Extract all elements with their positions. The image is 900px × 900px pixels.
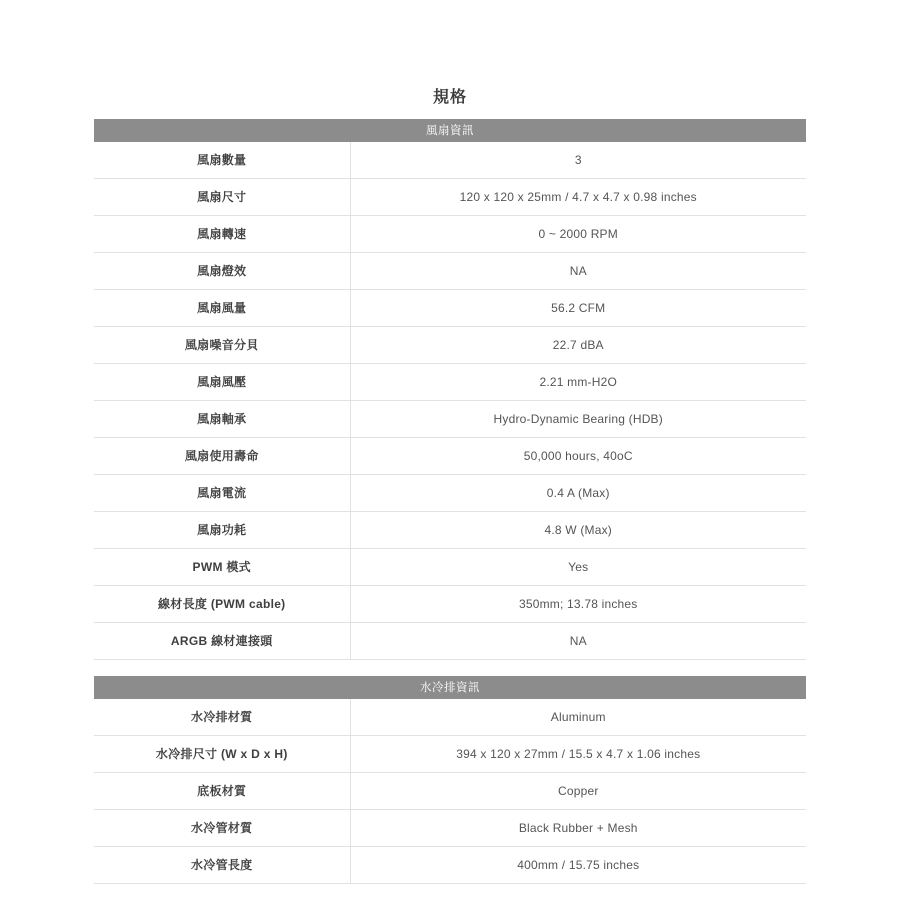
spec-value: NA	[350, 623, 806, 660]
spec-label: 風扇噪音分貝	[94, 327, 350, 364]
spec-label: 風扇燈效	[94, 253, 350, 290]
spec-value: Black Rubber + Mesh	[350, 810, 806, 847]
spec-label: 風扇軸承	[94, 401, 350, 438]
spec-label: 水冷排尺寸 (W x D x H)	[94, 736, 350, 773]
spec-label: 線材長度 (PWM cable)	[94, 586, 350, 623]
spec-value: 394 x 120 x 27mm / 15.5 x 4.7 x 1.06 inches	[350, 736, 806, 773]
page-title: 規格	[432, 89, 467, 106]
spec-label: 風扇尺寸	[94, 179, 350, 216]
spec-label: 底板材質	[94, 773, 350, 810]
spec-label: 風扇使用壽命	[94, 438, 350, 475]
spec-label: 風扇數量	[94, 142, 350, 179]
section-header-label: 風扇資訊	[94, 119, 806, 142]
spec-value: Copper	[350, 773, 806, 810]
spec-table-body	[94, 119, 806, 884]
table-row	[94, 216, 806, 253]
spec-label: 風扇風壓	[94, 364, 350, 401]
table-row	[94, 290, 806, 327]
spec-value: 400mm / 15.75 inches	[350, 847, 806, 884]
table-row	[94, 773, 806, 810]
table-row	[94, 253, 806, 290]
table-row	[94, 401, 806, 438]
spec-label: 水冷管材質	[94, 810, 350, 847]
spec-label: 水冷排材質	[94, 699, 350, 736]
section-gap-cell	[94, 660, 806, 677]
table-row	[94, 512, 806, 549]
section-gap	[94, 660, 806, 677]
spec-label: 風扇功耗	[94, 512, 350, 549]
spec-value: 0.4 A (Max)	[350, 475, 806, 512]
table-row	[94, 179, 806, 216]
section-header-label: 水冷排資訊	[94, 676, 806, 699]
spec-label: 風扇風量	[94, 290, 350, 327]
table-row	[94, 847, 806, 884]
spec-value: Aluminum	[350, 699, 806, 736]
specification-table	[94, 119, 806, 884]
table-row	[94, 364, 806, 401]
spec-value: 56.2 CFM	[350, 290, 806, 327]
table-row	[94, 736, 806, 773]
section-header-row	[94, 676, 806, 699]
spec-value: 120 x 120 x 25mm / 4.7 x 4.7 x 0.98 inches	[350, 179, 806, 216]
spec-value: Yes	[350, 549, 806, 586]
table-row	[94, 327, 806, 364]
spec-label: PWM 模式	[94, 549, 350, 586]
spec-value: 0 ~ 2000 RPM	[350, 216, 806, 253]
spec-label: ARGB 線材連接頭	[94, 623, 350, 660]
spec-label: 風扇轉速	[94, 216, 350, 253]
table-row	[94, 623, 806, 660]
table-row	[94, 586, 806, 623]
table-row	[94, 810, 806, 847]
spec-value: 22.7 dBA	[350, 327, 806, 364]
spec-value: 4.8 W (Max)	[350, 512, 806, 549]
spec-value: NA	[350, 253, 806, 290]
table-row	[94, 142, 806, 179]
table-row	[94, 549, 806, 586]
section-header-row	[94, 119, 806, 142]
spec-value: 350mm; 13.78 inches	[350, 586, 806, 623]
table-row	[94, 475, 806, 512]
spec-label: 風扇電流	[94, 475, 350, 512]
spec-value: 3	[350, 142, 806, 179]
spec-label: 水冷管長度	[94, 847, 350, 884]
table-row	[94, 699, 806, 736]
spec-value: Hydro-Dynamic Bearing (HDB)	[350, 401, 806, 438]
table-row	[94, 438, 806, 475]
spec-value: 50,000 hours, 40oC	[350, 438, 806, 475]
spec-value: 2.21 mm-H2O	[350, 364, 806, 401]
